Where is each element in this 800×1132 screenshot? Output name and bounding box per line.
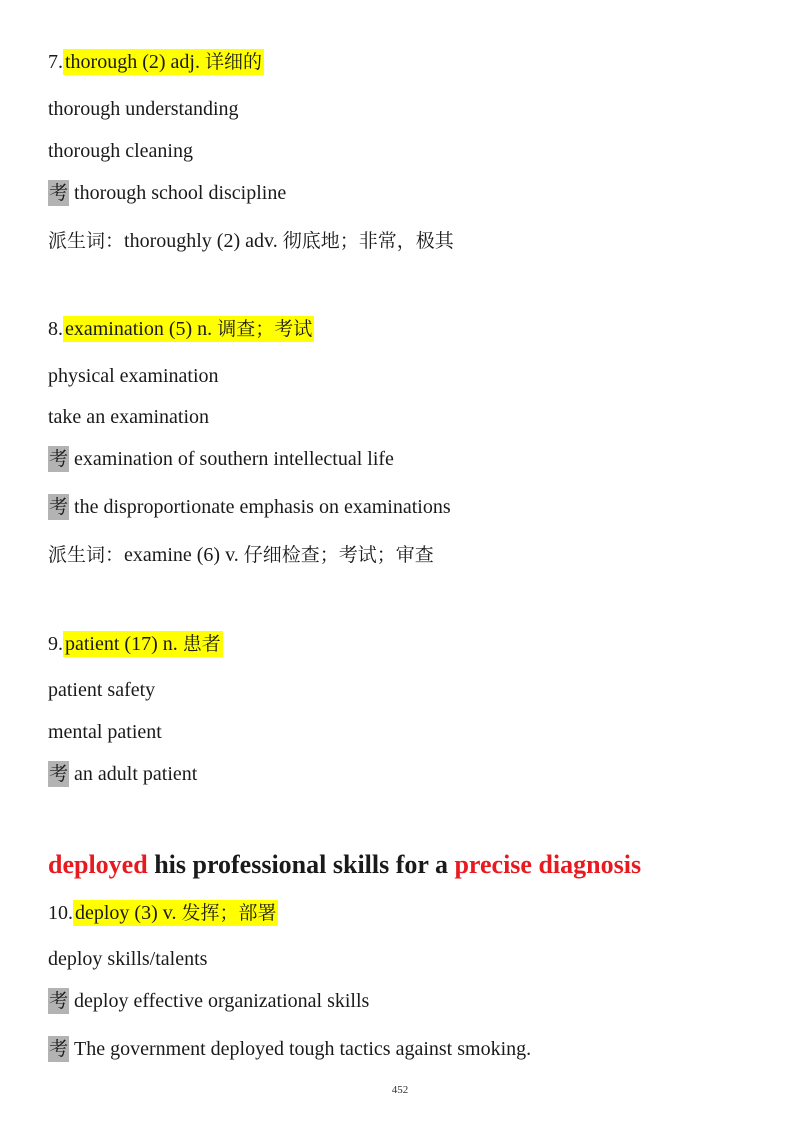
entry-10-heading — [48, 900, 278, 926]
entry-meaning: 发挥；部署 — [181, 902, 277, 924]
exam-marker: 考 — [49, 1038, 69, 1060]
example-line: take an examination — [48, 406, 210, 428]
derivative-label: 派生词： — [48, 544, 125, 566]
headline-keyword: deployed — [48, 850, 148, 879]
exam-example-text: deploy effective organizational skills — [74, 990, 370, 1012]
exam-example-text: an adult patient — [74, 763, 198, 785]
derivative-meaning: 彻底地；非常，极其 — [282, 230, 454, 252]
exam-example-text: The government deployed tough tactics against smoking. — [74, 1038, 532, 1060]
headline-text: his professional skills for a — [147, 850, 455, 879]
entry-headword-highlight — [63, 49, 264, 75]
derivative-word: thoroughly (2) adv. — [124, 230, 283, 252]
entry-headword: thorough (2) adj. — [65, 51, 205, 73]
entry-number: 9. — [48, 633, 63, 655]
example-line: thorough understanding — [48, 98, 239, 120]
entry-headword-highlight — [73, 900, 278, 926]
exam-example-line — [48, 494, 451, 520]
example-sentence-headline — [48, 849, 641, 881]
entry-number: 8. — [48, 318, 63, 340]
example-line: physical examination — [48, 365, 219, 387]
example-line: mental patient — [48, 721, 162, 743]
exam-marker: 考 — [49, 990, 69, 1012]
exam-example-line — [48, 1036, 531, 1062]
headline-keyword: precise diagnosis — [454, 850, 642, 879]
entry-headword: examination (5) n. — [65, 318, 218, 340]
entry-headword-highlight — [63, 631, 223, 657]
entry-9-heading — [48, 631, 223, 657]
entry-number: 10. — [48, 902, 73, 924]
exam-marker: 考 — [49, 448, 69, 470]
entry-headword-highlight — [63, 316, 314, 342]
exam-example-line — [48, 446, 394, 472]
derivative-line — [48, 228, 454, 254]
entry-7-heading — [48, 49, 264, 75]
exam-example-line — [48, 761, 197, 787]
exam-marker: 考 — [49, 763, 69, 785]
derivative-line — [48, 542, 434, 568]
exam-example-line — [48, 988, 369, 1014]
entry-headword: patient (17) n. — [65, 633, 183, 655]
entry-number: 7. — [48, 51, 63, 73]
entry-meaning: 调查；考试 — [217, 318, 313, 340]
exam-example-text: examination of southern intellectual life — [74, 448, 394, 470]
entry-8-heading — [48, 316, 314, 342]
entry-meaning: 详细的 — [204, 51, 262, 73]
exam-marker: 考 — [49, 496, 69, 518]
example-line: deploy skills/talents — [48, 948, 208, 970]
derivative-label: 派生词： — [48, 230, 125, 252]
exam-example-text: thorough school discipline — [74, 182, 287, 204]
derivative-word: examine (6) v. — [124, 544, 244, 566]
example-line: patient safety — [48, 679, 156, 701]
example-line: thorough cleaning — [48, 140, 193, 162]
exam-marker: 考 — [49, 182, 69, 204]
entry-meaning: 患者 — [182, 633, 221, 655]
entry-headword: deploy (3) v. — [75, 902, 182, 924]
exam-example-text: the disproportionate emphasis on examinations — [74, 496, 451, 518]
exam-example-line — [48, 180, 286, 206]
page-number: 452 — [391, 1084, 409, 1096]
derivative-meaning: 仔细检查；考试；审查 — [243, 544, 434, 566]
